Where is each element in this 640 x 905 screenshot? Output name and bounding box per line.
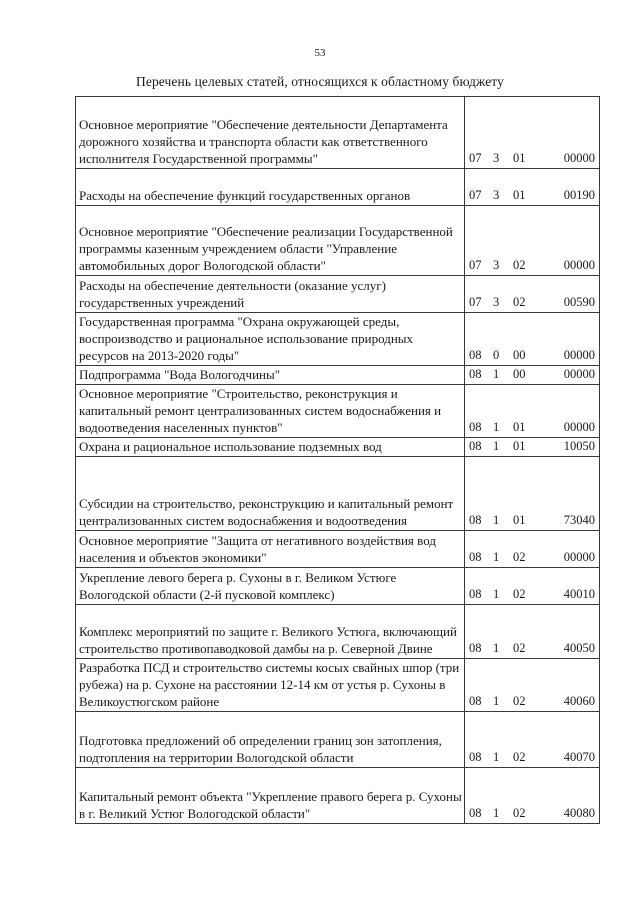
row-name: Основное мероприятие "Защита от негативного воздействия вод населения и объектов экономики" (76, 531, 465, 568)
table-row (76, 313, 600, 366)
row-name: Комплекс мероприятий по защите г. Великого Устюга, включающий строительство противопаводковой дамбы на р. Северной Двине (76, 605, 465, 659)
table-row (76, 712, 600, 768)
row-code: 07 3 01 00000 (465, 97, 600, 169)
row-code: 08 1 02 40010 (465, 568, 600, 605)
row-code: 07 3 02 00000 (465, 206, 600, 276)
table-row (76, 169, 600, 206)
table-row (76, 531, 600, 568)
table-row (76, 206, 600, 276)
row-code: 08 1 01 10050 (465, 438, 600, 457)
row-name: Государственная программа "Охрана окружающей среды, воспроизводство и рациональное использование природных ресурсов на 2013-2020 годы" (76, 313, 465, 366)
document-title: Перечень целевых статей, относящихся к областному бюджету (136, 74, 504, 89)
row-name: Охрана и рациональное использование подземных вод (76, 438, 465, 457)
row-code: 08 0 00 00000 (465, 313, 600, 366)
row-code: 08 1 02 40070 (465, 712, 600, 768)
table-row (76, 385, 600, 438)
row-name: Расходы на обеспечение функций государственных органов (76, 169, 465, 206)
table-row (76, 366, 600, 385)
row-code: 08 1 00 00000 (465, 366, 600, 385)
table-row (76, 605, 600, 659)
page-number: 53 (314, 47, 326, 59)
row-name: Субсидии на строительство, реконструкцию и капитальный ремонт централизованных систем водоснабжения и водоотведения (76, 457, 465, 531)
table-row (76, 659, 600, 712)
row-name: Основное мероприятие "Обеспечение деятельности Департамента дорожного хозяйства и транспорта области как ответственного исполнителя Государственной программы" (76, 97, 465, 169)
row-name: Разработка ПСД и строительство системы косых свайных шпор (три рубежа) на р. Сухоне на расстоянии 12-14 км от устья р. Сухоны в Великоустюгском районе (76, 659, 465, 712)
table-row (76, 276, 600, 313)
row-name: Подготовка предложений об определении границ зон затопления, подтопления на территории Вологодской области (76, 712, 465, 768)
row-code: 08 1 02 00000 (465, 531, 600, 568)
table-row (76, 568, 600, 605)
table-row (76, 97, 600, 169)
row-code: 07 3 02 00590 (465, 276, 600, 313)
row-code: 08 1 02 40080 (465, 768, 600, 824)
row-name: Капитальный ремонт объекта "Укрепление правого берега р. Сухоны в г. Великий Устюг Вологодской области" (76, 768, 465, 824)
row-name: Подпрограмма "Вода Вологодчины" (76, 366, 465, 385)
row-name: Основное мероприятие "Обеспечение реализации Государственной программы казенным учреждением области "Управление автомобильных дорог Вологодской области" (76, 206, 465, 276)
table-row (76, 768, 600, 824)
table-row (76, 438, 600, 457)
table-row (76, 457, 600, 531)
row-name: Укрепление левого берега р. Сухоны в г. Великом Устюге Вологодской области (2-й пусковой комплекс) (76, 568, 465, 605)
row-code: 08 1 02 40050 (465, 605, 600, 659)
row-name: Основное мероприятие "Строительство, реконструкция и капитальный ремонт централизованных систем водоснабжения и водоотведения населенных пунктов" (76, 385, 465, 438)
row-code: 08 1 01 73040 (465, 457, 600, 531)
row-name: Расходы на обеспечение деятельности (оказание услуг) государственных учреждений (76, 276, 465, 313)
row-code: 08 1 01 00000 (465, 385, 600, 438)
row-code: 07 3 01 00190 (465, 169, 600, 206)
row-code: 08 1 02 40060 (465, 659, 600, 712)
target-articles-table (75, 96, 600, 824)
